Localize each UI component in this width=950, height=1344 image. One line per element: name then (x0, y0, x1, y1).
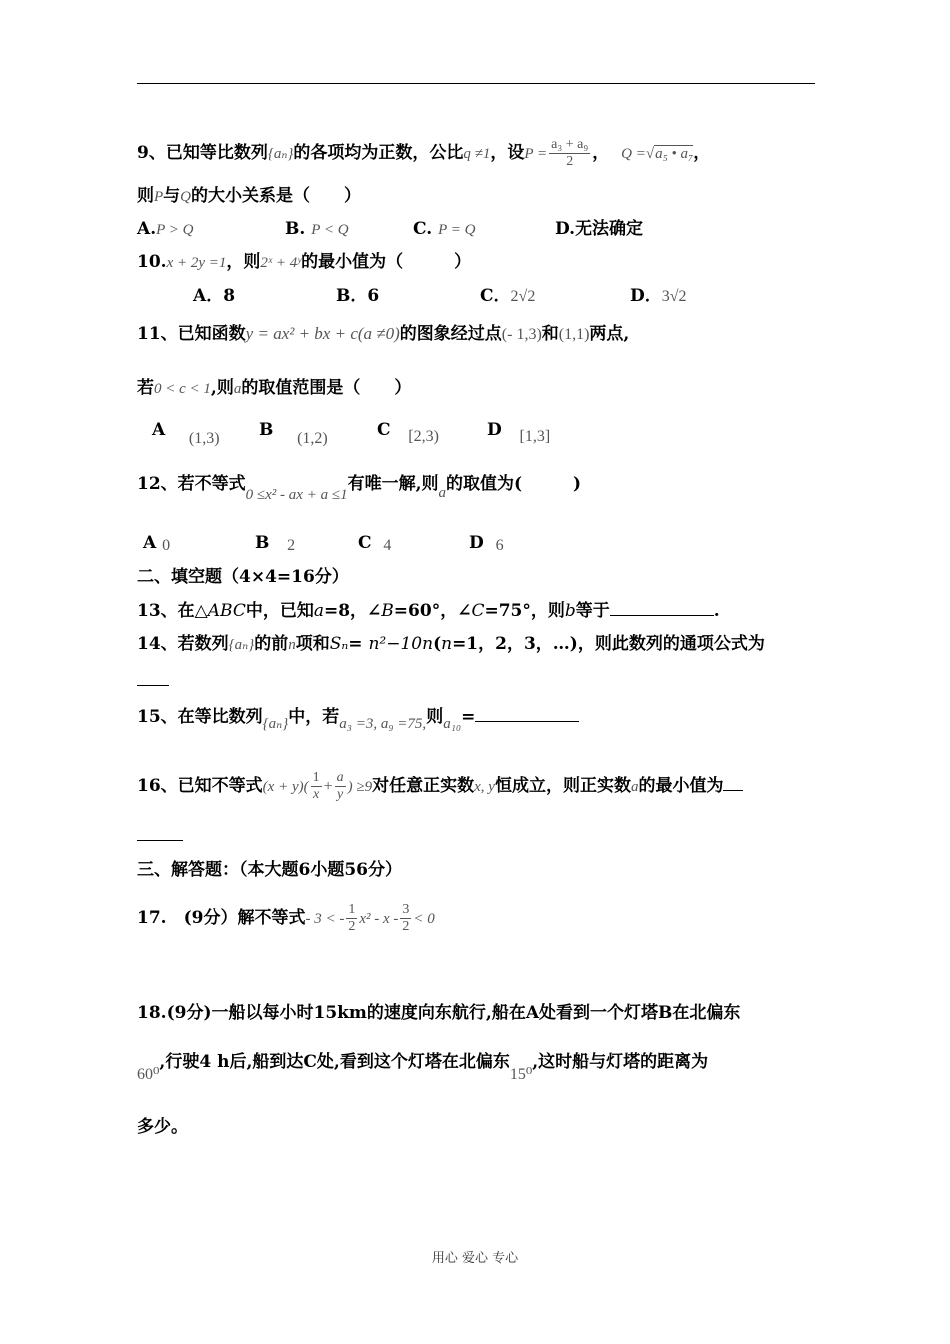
question-18-line-1: 18.(9分)一船以每小时15km的速度向东航行,船在A处看到一个灯塔B在北偏东 (137, 1003, 741, 1023)
q10-option-a: A．8 (193, 286, 236, 306)
q11-option-a: A (1,3) (152, 420, 220, 447)
fraction-1-over-x: $\frac{1}{x}$ (312, 770, 320, 802)
answer-blank-14-row (137, 667, 169, 693)
q11-option-b: B (1,2) (259, 420, 328, 447)
q12-option-d: D 6 (469, 533, 504, 554)
question-12: 12、若不等式0 ≤x² - ax + a ≤1有唯一解,则a的取值为( ) (137, 474, 582, 503)
q11-option-d: D [1,3] (487, 420, 551, 445)
section-2-heading: 二、填空题（4×4=16分） (137, 567, 349, 587)
q10-option-b: B．6 (336, 286, 380, 306)
question-16: 16、已知不等式(x + y)( $\frac{1}{x}$ + $\frac{a}{y}$ ) ≥9对任意正实数x, y恒成立，则正实数a的最小值为 (137, 770, 743, 803)
q10-option-d: D．3√2 (630, 286, 687, 306)
answer-blank-16-cont[interactable] (137, 822, 183, 841)
question-11-line-2: 若0 < c < 1,则a的取值范围是（ ） (137, 378, 412, 398)
question-9-line-1: 9、已知等比数列{aₙ}的各项均为正数，公比q ≠1，设P = $\frac{\text{a₃ + a₉}}{2}$ ， Q =√a₅ • a₇， (137, 137, 711, 169)
question-18-line-3: 多少。 (137, 1117, 188, 1137)
fraction-p: $\frac{\text{a₃ + a₉}}{2}$ (551, 137, 589, 169)
q9-option-a: A.P > Q (137, 219, 194, 239)
q9-option-b: B. P < Q (285, 219, 349, 239)
answer-blank-15[interactable] (475, 703, 579, 722)
question-18-line-2: 60⁰,行驶4 h后,船到达C处,看到这个灯塔在北偏东15⁰,这时船与灯塔的距离为 (137, 1052, 709, 1083)
q10-option-c: C．2√2 (480, 286, 536, 306)
section-3-heading: 三、解答题：（本大题6小题56分） (137, 860, 402, 880)
fraction-half: $\frac{1}{2}$ (348, 902, 356, 934)
question-14: 14、若数列{aₙ}的前n项和Sₙ= n²−10n(n=1，2，3，…)，则此数列的通项公式为 (137, 634, 765, 654)
answer-blank-16[interactable] (723, 772, 743, 791)
question-15: 15、在等比数列{aₙ}中，若a₃ =3, a₉ =75,则a₁₀= (137, 703, 579, 730)
fraction-three-halves: $\frac{3}{2}$ (402, 902, 410, 934)
q9-option-d: D.无法确定 (555, 219, 644, 239)
q11-option-c: C [2,3) (377, 420, 439, 445)
fraction-a-over-y: $\frac{a}{y}$ (336, 770, 344, 802)
question-13: 13、在△ABC中，已知a=8，∠B=60°，∠C=75°，则b等于 . (137, 597, 720, 623)
q12-option-a: A 0 (143, 533, 171, 554)
page-footer: 用心 爱心 专心 (431, 1251, 519, 1266)
answer-blank-14[interactable] (137, 667, 169, 686)
question-17: 17. (9分）解不等式- 3 < - $\frac{1}{2}$ x² - x - $\frac{3}{2}$ < 0 (137, 902, 435, 934)
question-9-line-2: 则P与Q的大小关系是（ ） (137, 186, 362, 206)
q12-option-b: B 2 (255, 533, 296, 554)
q12-option-c: C 4 (358, 533, 392, 554)
answer-blank-16-row (137, 822, 183, 848)
question-10: 10.x + 2y =1，则2ˣ + 4ʸ的最小值为（ ） (137, 252, 472, 272)
header-rule (137, 83, 815, 84)
q9-option-c: C. P = Q (413, 219, 476, 239)
answer-blank-13[interactable] (610, 597, 714, 616)
question-11-line-1: 11、已知函数y = ax² + bx + c(a ≠0)的图象经过点(- 1,3)和(1,1)两点, (137, 324, 630, 344)
